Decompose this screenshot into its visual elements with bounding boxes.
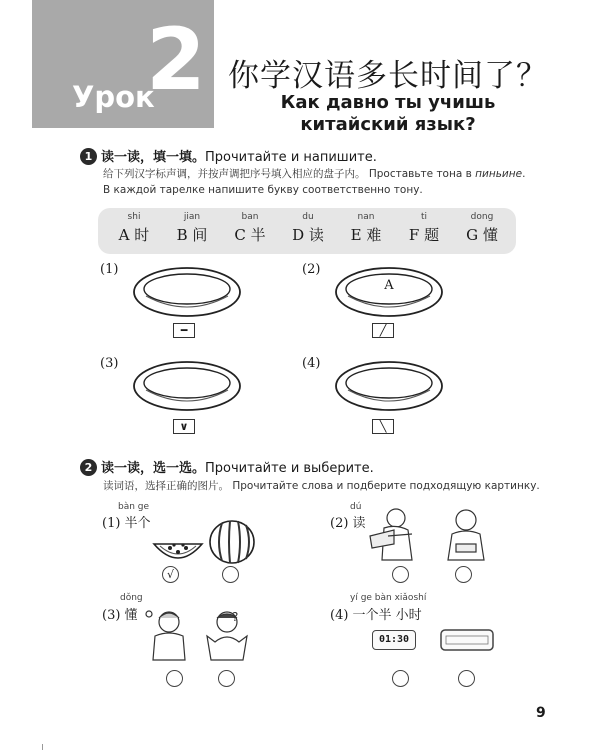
answer-circle-4a[interactable]: [392, 670, 409, 687]
plate-label: (3): [100, 356, 119, 371]
plate-label: (1): [100, 262, 119, 277]
character-text: G 懂: [466, 226, 498, 244]
plate-content: A: [384, 278, 394, 293]
character-item: [398, 210, 450, 245]
plate-icon[interactable]: [132, 360, 242, 412]
lesson-title-russian: Как давно ты учишь китайский язык?: [280, 92, 496, 135]
character-text: C 半: [234, 226, 266, 244]
answer-circle-2a[interactable]: [392, 566, 409, 583]
character-item: [282, 210, 334, 245]
character-text: E 难: [350, 226, 382, 244]
child-eating-icon: [448, 510, 484, 560]
tone-mark-box: ╱: [372, 323, 394, 338]
section-2-instruction: 读词语，选择正确的图片。 Прочитайте слова и подберите подходящую картинку.: [103, 480, 540, 492]
plate-shape: [132, 360, 242, 412]
answer-circle-1a[interactable]: √: [162, 566, 179, 583]
whole-watermelon-icon: [210, 521, 254, 563]
lesson-title-chinese: 你学汉语多长时间了？: [228, 58, 548, 94]
character-text: A 时: [118, 226, 150, 244]
tone-mark-box: ━: [173, 323, 195, 338]
plate-icon[interactable]: [334, 360, 444, 412]
tone-mark-box: ∨: [173, 419, 195, 434]
section-1-heading: 1 读一读，填一填。Прочитайте и напишите.: [80, 146, 377, 165]
item-2-pinyin: dú: [350, 502, 362, 512]
half-watermelon-icon: [154, 543, 202, 558]
section-1-instruction: 给下列汉字标声调，并按声调把序号填入相应的盘子内。 Проставьте тона в пиньине. В каждой тарелке напишите букву соответственно тону.: [103, 168, 526, 196]
character-text: F 题: [408, 226, 440, 244]
item-2-label: (2) 读: [330, 516, 366, 531]
plate-icon[interactable]: [334, 266, 444, 318]
section-number-badge: 2: [80, 459, 97, 476]
character-item: [340, 210, 392, 245]
answer-circle-4b[interactable]: [458, 670, 475, 687]
margin-mark: [42, 744, 43, 750]
tone-mark-box: ╲: [372, 419, 394, 434]
boy-confused-icon: [207, 612, 247, 660]
fruit-pictures: [150, 512, 260, 568]
character-pinyin: nan: [357, 212, 375, 222]
plate-shape: [132, 266, 242, 318]
plate-icon[interactable]: [132, 266, 242, 318]
character-pinyin: ban: [241, 212, 259, 222]
plate-shape: [334, 360, 444, 412]
answer-circle-3b[interactable]: [218, 670, 235, 687]
question-mark-icon: ?: [232, 610, 239, 624]
character-text: D 读: [292, 226, 324, 244]
character-item: [224, 210, 276, 245]
digital-clock-blank-icon: [440, 628, 496, 652]
character-item: [456, 210, 508, 245]
item-4-label: (4) 一个半 小时: [330, 608, 422, 623]
section-2-heading: 2 读一读，选一选。Прочитайте и выберите.: [80, 457, 374, 476]
lesson-number: 2: [146, 10, 206, 110]
character-pinyin: shi: [127, 212, 141, 222]
character-item: [108, 210, 160, 245]
item-4-pinyin: yí ge bàn xiǎoshí: [350, 593, 427, 603]
answer-circle-3a[interactable]: [166, 670, 183, 687]
item-3-label: (3) 懂: [102, 608, 138, 623]
character-pinyin: ti: [420, 212, 428, 222]
page-number: 9: [536, 705, 546, 721]
section-number-badge: 1: [80, 148, 97, 165]
character-pinyin: dong: [470, 212, 494, 222]
digital-clock-icon: 01:30: [372, 630, 416, 650]
plate-label: (4): [302, 356, 321, 371]
item-1-label: (1) 半个: [102, 516, 151, 531]
character-item: [166, 210, 218, 245]
item-3-pinyin: dǒng: [120, 593, 143, 603]
character-text: B 间: [176, 226, 208, 244]
understanding-pictures: [145, 606, 255, 662]
item-1-pinyin: bàn ge: [118, 502, 150, 512]
child-reading-icon: [370, 509, 412, 560]
plate-label: (2): [302, 262, 321, 277]
reading-pictures: [368, 506, 498, 566]
character-pinyin: jian: [183, 212, 201, 222]
girl-idea-icon: [146, 611, 185, 660]
lesson-word: Урок: [72, 80, 155, 114]
character-pinyin: du: [302, 212, 314, 222]
answer-circle-1b[interactable]: [222, 566, 239, 583]
answer-circle-2b[interactable]: [455, 566, 472, 583]
